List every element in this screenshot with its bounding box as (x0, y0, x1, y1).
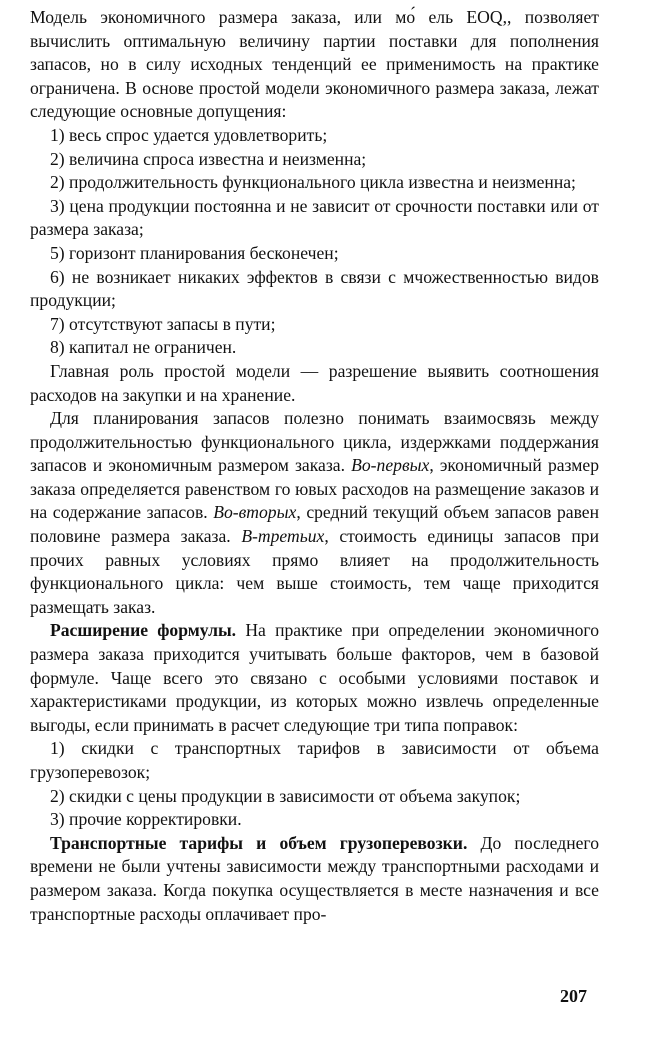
paragraph (30, 619, 599, 737)
text-run: 6) не возникает никаких эффектов в связи с мчожественностью видов продукции; (30, 266, 599, 311)
text-run: 1) весь спрос удается удовлетворить; (50, 124, 328, 145)
bold-run: Транспортные тарифы и объем грузоперевозки. (50, 832, 468, 853)
paragraph (30, 266, 599, 313)
text-run: Модель экономичного размера заказа, или мо́ ель EOQ,, позволяет вычислить оптимальную величину партии поставки для пополнения запасов, но в силу исходных тенденций ее применимость на практике ограничена. В основе простой модели экономичного размера заказа, лежат следующие основные допущения: (30, 7, 599, 122)
paragraph (30, 124, 599, 148)
paragraph (30, 148, 599, 172)
text-run: 2) продолжительность функционального цикла известна и неизменна; (50, 172, 576, 193)
paragraph (30, 336, 599, 360)
page-number: 207 (560, 986, 587, 1006)
text-run: 3) цена продукции постоянна и не зависит от срочности поставки или от размера заказа; (30, 195, 599, 240)
paragraph (30, 242, 599, 266)
text-run: До последнего времени не были учтены зависимости между транспортными расходами и размером заказа. Когда покупка осуществляется в месте назначения и все транспортные расходы оплачивает про- (30, 832, 600, 924)
paragraph (30, 313, 599, 337)
text-run: , стоимость единицы запасов при прочих равных условиях прямо влияет на продолжительность функционального цикла: чем выше стоимость, тем чаще приходится размещать заказ. (30, 526, 599, 617)
paragraph (30, 171, 599, 195)
bold-run: Расширение формулы. (50, 620, 237, 641)
paragraph (30, 195, 599, 242)
text-run: , средний текущий объем запасов равен половине размера заказа. (30, 502, 599, 547)
text-run: 5) горизонт планирования бесконечен; (50, 242, 339, 263)
paragraph (30, 407, 599, 619)
text-run: На практике при определении экономичного размера заказа приходится учитывать больше факторов, чем в базовой формуле. Чаще всего это связано с особыми условиями поставок и характеристиками продукции, из которых можно извлечь определенные выгоды, если принимать в расчет следующие три типа поправок: (30, 620, 599, 735)
text-run: 3) прочие корректировки. (50, 809, 242, 830)
paragraph (30, 808, 599, 832)
page-body (30, 6, 599, 926)
paragraph (30, 785, 599, 809)
text-run: 1) скидки с транспортных тарифов в зависимости от объема грузоперевозок; (30, 738, 599, 782)
text-run: Для планирования запасов полезно понимать взаимосвязь между продолжительностью функционального цикла, издержками поддержания запасов и экономичным размером заказа. (30, 408, 599, 476)
italic-run: В-третьих (241, 526, 325, 547)
paragraph (30, 6, 599, 124)
text-run: , экономичный размер заказа определяется равенством го ювых расходов на размещение заказов и на содержание запасов. (30, 455, 599, 523)
paragraph (30, 832, 599, 926)
text-run: 7) отсутствуют запасы в пути; (50, 313, 276, 334)
italic-run: Во-первых (351, 455, 430, 476)
paragraph (30, 360, 599, 407)
italic-run: Во-вторых (213, 502, 297, 523)
text-run: Главная роль простой модели — разрешение выявить соотношения расходов на закупки и на хранение. (30, 360, 599, 405)
text-run: 2) величина спроса известна и неизменна; (50, 148, 367, 169)
text-run: 8) капитал не ограничен. (50, 337, 237, 358)
paragraph (30, 737, 599, 784)
text-run: 2) скидки с цены продукции в зависимости от объема закупок; (50, 785, 521, 806)
